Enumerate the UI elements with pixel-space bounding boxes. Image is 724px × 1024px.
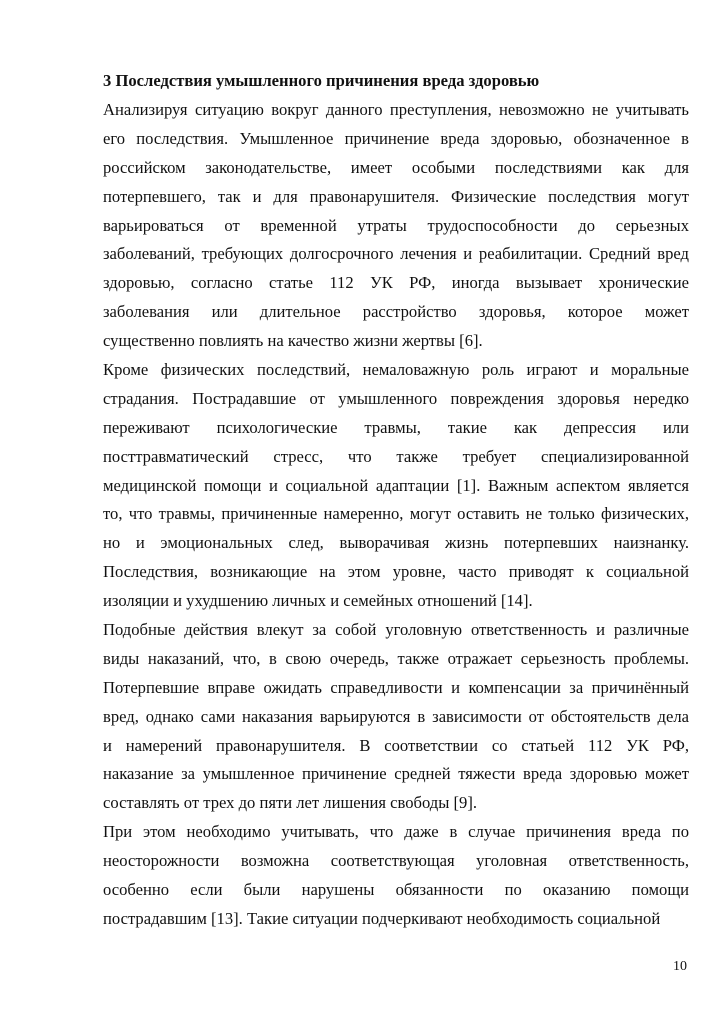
text-line: то, что травмы, причиненные намеренно, могут оставить не только физических, [103,504,689,524]
document-page [103,68,689,934]
text-line: Кроме физических последствий, немаловажную роль играют и моральные [103,360,689,380]
text-line: его последствия. Умышленное причинение вреда здоровью, обозначенное в [103,128,689,148]
text-line: заболевания или длительное расстройство здоровья, которое может [103,302,689,322]
page-number: 10 [673,959,687,974]
paragraph [103,818,689,934]
text-line: составлять от трех до пяти лет лишения свободы [9]. [103,793,478,813]
text-line: российском законодательстве, имеет особыми последствиями как для [103,157,689,177]
text-line: медицинской помощи и социальной адаптации [1]. Важным аспектом является [103,475,689,495]
text-line: посттравматический стресс, что также требует специализированной [103,446,689,466]
text-line: изоляции и ухудшению личных и семейных отношений [14]. [103,591,533,611]
paragraph [103,356,689,616]
text-line: особенно если были нарушены обязанности по оказанию помощи [103,880,689,900]
text-line: наказание за умышленное причинение средней тяжести вреда здоровью может [103,764,689,784]
text-line: варьироваться от временной утраты трудоспособности до серьезных [103,215,689,235]
text-line: виды наказаний, что, в свою очередь, также отражает серьезность проблемы. [103,648,689,668]
text-line: потерпевшего, так и для правонарушителя. Физические последствия могут [103,186,689,206]
text-line: пострадавшим [13]. Такие ситуации подчеркивают необходимость социальной [103,908,661,928]
text-line: вред, однако сами наказания варьируются в зависимости от обстоятельств дела [103,706,689,726]
text-line: Подобные действия влекут за собой уголовную ответственность и различные [103,620,689,640]
text-line: но и эмоциональных след, выворачивая жизнь потерпевших наизнанку. [103,533,689,553]
text-line: страдания. Пострадавшие от умышленного повреждения здоровья нередко [103,388,689,408]
text-line: При этом необходимо учитывать, что даже в случае причинения вреда по [103,822,689,842]
paragraph [103,96,689,356]
body-text [103,96,689,934]
text-line: и намерений правонарушителя. В соответствии со статьей 112 УК РФ, [103,735,689,755]
paragraph [103,616,689,818]
text-line: неосторожности возможна соответствующая уголовная ответственность, [103,851,689,871]
text-line: заболеваний, требующих долгосрочного лечения и реабилитации. Средний вред [103,244,689,264]
text-line: Потерпевшие вправе ожидать справедливости и компенсации за причинённый [103,677,689,697]
text-line: переживают психологические травмы, такие как депрессия или [103,417,689,437]
text-line: существенно повлиять на качество жизни жертвы [6]. [103,331,483,351]
text-line: Анализируя ситуацию вокруг данного преступления, невозможно не учитывать [103,100,689,119]
text-line: Последствия, возникающие на этом уровне, часто приводят к социальной [103,562,689,582]
text-line: здоровью, согласно статье 112 УК РФ, иногда вызывает хронические [103,273,689,293]
section-heading: 3 Последствия умышленного причинения вреда здоровью [103,71,540,90]
